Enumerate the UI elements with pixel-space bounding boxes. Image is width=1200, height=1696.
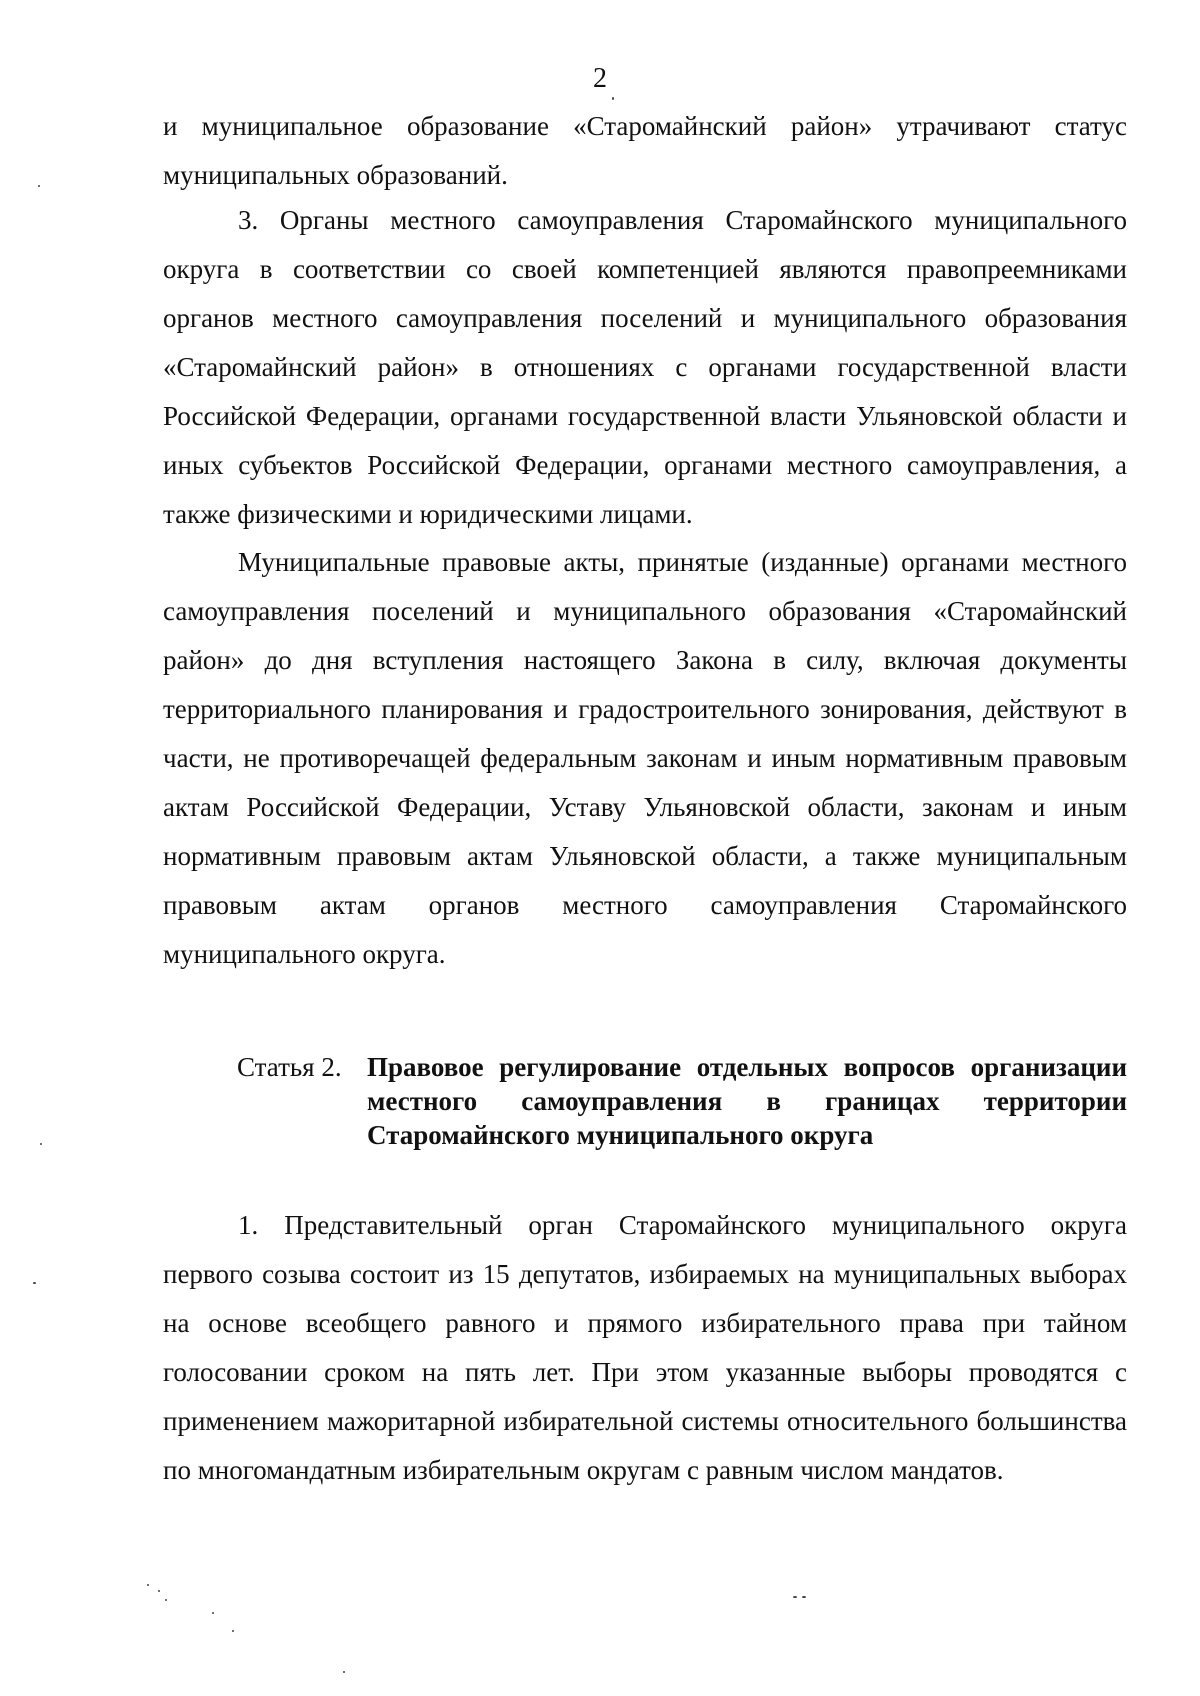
paragraph-continuation [163,102,1127,200]
scan-speck [147,1584,149,1586]
scan-speck [165,1599,167,1601]
article-number: Статья 2. [237,1052,342,1082]
scan-speck [232,1630,234,1632]
paragraph-item-3 [163,196,1127,539]
scan-speck [802,1596,806,1598]
scan-speck [612,97,614,100]
paragraph-item-1 [163,1201,1127,1495]
scan-speck [793,1596,797,1598]
scan-speck [33,1282,36,1284]
scan-speck [158,1590,160,1592]
paragraph-text: Муниципальные правовые акты, принятые (изданные) органами местного самоуправления поселений и муниципального образования «Старомайнский район» до дня вступления настоящего Закона в силу, включая документы территориального планирования и градостроительного зонирования, действуют в части, не противоречащей федеральным законам и иным нормативным правовым актам Российской Федерации, Уставу Ульяновской области, законам и иным нормативным правовым актам Ульяновской области, а также муниципальным правовым актам органов местного самоуправления Старомайнского муниципального округа. [163,547,1127,969]
page-number: 2 [593,63,607,94]
scan-speck [343,1671,345,1673]
paragraph-municipal-acts [163,538,1127,979]
paragraph-text: и муниципальное образование «Старомайнский район» утрачивают статус муниципальных образований. [163,111,1127,190]
paragraph-text: 3. Органы местного самоуправления Старомайнского муниципального округа в соответствии со своей компетенцией являются правопреемниками органов местного самоуправления поселений и муниципального образования «Старомайнский район» в отношениях с органами государственной власти Российской Федерации, органами государственной власти Ульяновской области и иных субъектов Российской Федерации, органами местного самоуправления, а также физическими и юридическими лицами. [163,205,1127,529]
scan-speck [38,185,40,187]
article-heading [237,1050,1127,1152]
scan-speck [212,1612,214,1614]
article-title: Правовое регулирование отдельных вопросов организации местного самоуправления в границах территории Старомайнского муниципального округа [367,1052,1127,1150]
paragraph-text: 1. Представительный орган Старомайнского муниципального округа первого созыва состоит из 15 депутатов, избираемых на муниципальных выборах на основе всеобщего равного и прямого избирательного права при тайном голосовании сроком на пять лет. При этом указанные выборы проводятся с применением мажоритарной избирательной системы относительного большинства по многомандатным избирательным округам с равным числом мандатов. [163,1210,1127,1485]
scan-speck [40,1143,42,1145]
